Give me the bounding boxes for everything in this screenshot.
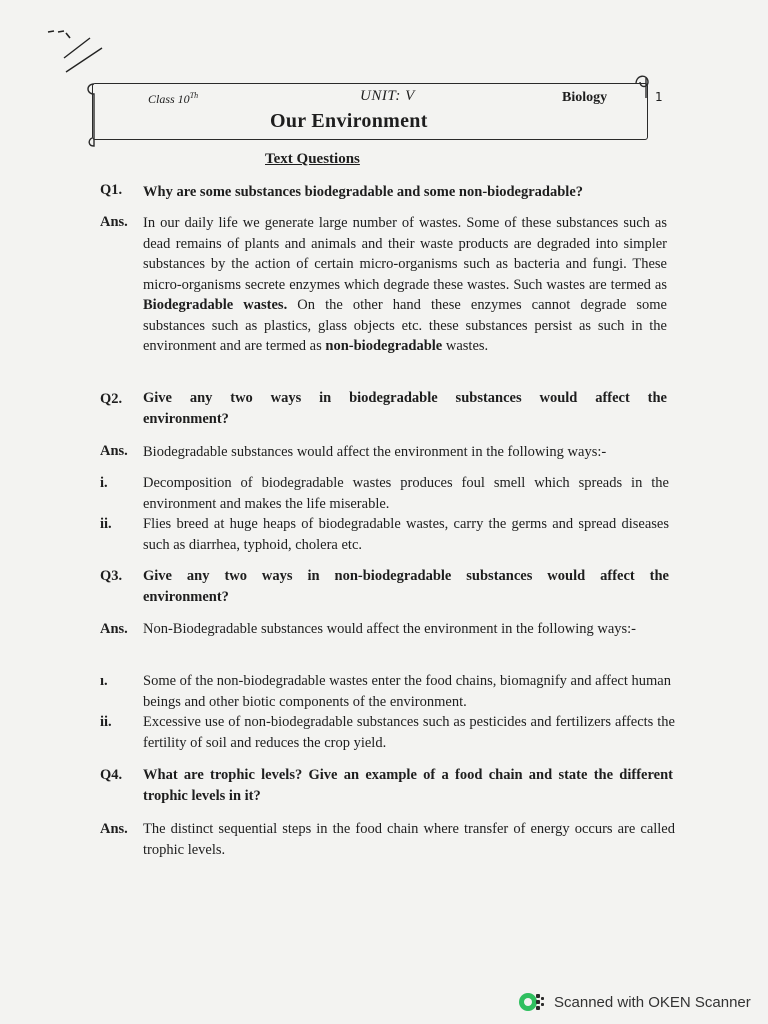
q2-point-1-num: i. xyxy=(100,475,108,491)
scanner-watermark xyxy=(518,990,751,1014)
class-label: Class 10Th xyxy=(148,91,199,106)
q1-question: Why are some substances biodegradable and some non-biodegradable? xyxy=(143,184,584,200)
q3-point-2-num: ii. xyxy=(100,714,112,730)
q2-point-2: Flies breed at huge heaps of biodegradable wastes, carry the germs and spread diseases such as diarrhea, typhoid, cholera etc. xyxy=(143,516,669,553)
q2-answer: Biodegradable substances would affect the environment in the following ways:- xyxy=(143,444,607,460)
oken-scanner-logo-icon xyxy=(518,990,546,1014)
q4-ans-label: Ans. xyxy=(100,821,128,837)
q1-ans-label: Ans. xyxy=(100,214,128,230)
q2-point-2-num: ii. xyxy=(100,516,112,532)
section-title: Text Questions xyxy=(265,151,360,167)
q2-ans-label: Ans. xyxy=(100,443,128,459)
q2-label: Q2. xyxy=(100,391,123,407)
q2-point-1: Decomposition of biodegradable wastes produces foul smell which spreads in the environment and makes the life miserable. xyxy=(143,475,669,512)
q3-point-2: Excessive use of non-biodegradable substances such as pesticides and fertilizers affects the fertility of soil and reduces the crop yield. xyxy=(143,714,675,751)
chapter-title: Our Environment xyxy=(270,110,428,132)
q3-answer: Non-Biodegradable substances would affect the environment in the following ways:- xyxy=(143,621,637,637)
scanner-text: Scanned with OKEN Scanner xyxy=(554,993,751,1011)
scroll-curl-right xyxy=(632,70,652,100)
scroll-curl-left xyxy=(84,80,100,150)
q3-point-1-num: ı. xyxy=(100,673,108,689)
page-number: 1 xyxy=(655,90,663,104)
q3-question: Give any two ways in non-biodegradable substances would affect the environment? xyxy=(143,568,669,605)
q1-answer: In our daily life we generate large number of wastes. Some of these substances such as dead remains of plants and animals and their waste products are degraded into simpler substances by the action of certain micro-organisms such as bacteria and fungi. These micro-organisms secrete enzymes which degrade these wastes. Such wastes are termed as Biodegradable wastes. On the other hand these enzymes cannot degrade some substances such as plastics, glass objects etc. these substances persist as such in the environment and are termed as non-biodegradable wastes. xyxy=(143,215,667,354)
q1-label: Q1. xyxy=(100,182,123,198)
q4-answer: The distinct sequential steps in the food chain where transfer of energy occurs are called trophic levels. xyxy=(143,821,675,858)
q4-label: Q4. xyxy=(100,767,123,783)
q3-point-1: Some of the non-biodegradable wastes enter the food chains, biomagnify and affect human beings and other biotic components of the environment. xyxy=(143,673,671,710)
q2-question: Give any two ways in biodegradable substances would affect the environment? xyxy=(143,390,667,427)
unit-label: UNIT: V xyxy=(360,88,415,104)
subject-label: Biology xyxy=(562,90,608,105)
q3-ans-label: Ans. xyxy=(100,621,128,637)
q4-question: What are trophic levels? Give an example of a food chain and state the different trophic levels in it? xyxy=(143,767,673,804)
q3-label: Q3. xyxy=(100,568,123,584)
pen-scribble-mark xyxy=(40,20,110,80)
